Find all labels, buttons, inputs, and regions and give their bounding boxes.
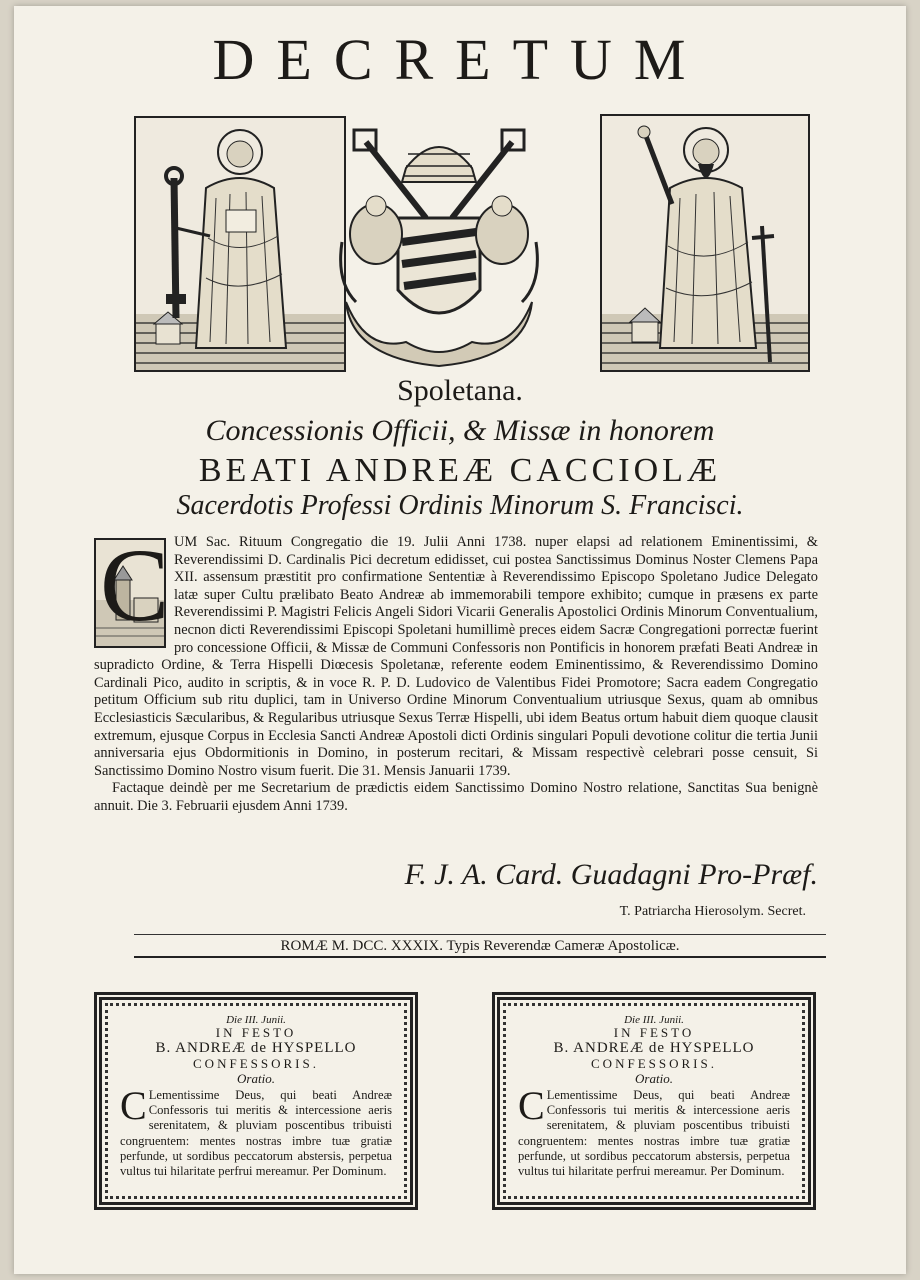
historiated-initial-icon bbox=[94, 528, 170, 648]
prayer-confessor: CONFESSORIS. bbox=[591, 1056, 717, 1071]
prayer-text bbox=[518, 1083, 790, 1179]
prayer-date: Die III. Junii. bbox=[624, 1014, 684, 1026]
beatus-name-heading: BEATI ANDREÆ CACCIOLÆ bbox=[198, 452, 722, 489]
prayer-confessor: CONFESSORIS. bbox=[193, 1056, 319, 1071]
prayer-oratio-label: Oratio. bbox=[635, 1071, 673, 1086]
saint-peter-woodcut-icon bbox=[134, 116, 346, 372]
prayer-feast: IN FESTO bbox=[613, 1025, 695, 1040]
papal-coat-of-arms-icon bbox=[336, 122, 542, 368]
decree-paragraph-1: UM Sac. Rituum Congregatio die 19. Julii Anni 1738. nuper elapsi ad relationem Eminentissimi, & Reverendissimi D. Cardinalis Pici decretum edidisset, cui postea Sanctissimus Dominus Noster Clemens Papa XII. assensum præstitit pro confirmatione Sententiæ à Reverendissimo Episcopo Spoletano Judice Delegato latæ super Cultu prælibato Beato Andreæ ab immemorabili tempore exhibito; cumque in præsens ex parte Reverendissimi P. Magistri Felicis Angeli Sidori Vicarii Generalis Apostolici Ordinis Minorum Conventualium, necnon dicti Reverendissimi Episcopi Spoletani humillimè preces eidem Sacræ Congregationi porrectæ fuerint pro concessione Officii, & Missæ de Communi Confessoris non Pontificis in honorem præfati Beati Andreæ in supradicto Ordine, & Terra Hispelli Diœcesis Spoletanæ, referente eodem Eminentissimo, & Reverendissimo Domino Cardinali Pico, audito in scriptis, & in voce R. P. D. Ludovico de Valentibus Fidei Promotore; Sacra eadem Congregatio petitum Officium sub ritu duplici, tam in Universo Ordine Minorum Conventualium utriusque Sexus, quam ab omnibus Ecclesiasticis Sæcularibus, & Regularibus utriusque Sexus Terræ Hispelli, ubi idem Beatus ortum habuit diem quoque clausit extremum, ejusque Corpus in Ecclesia Sancti Andreæ Apostoli dicti Ordinis singulari Populi devotione colitur die tertia Junii anniversaria ejus Obdormitionis in Domino, in posterum recitari, & Missam respectivè celebrari posse censuit, Si Sanctissimo Domino Nostro visum fuerit. Die 31. Mensis Januarii 1739. bbox=[94, 534, 818, 779]
decree-body bbox=[94, 528, 818, 816]
document-sheet bbox=[14, 6, 906, 1274]
prayer-box-right bbox=[492, 992, 816, 1210]
prayer-date: Die III. Junii. bbox=[226, 1014, 286, 1026]
prayer-saint: B. ANDREÆ de HYSPELLO bbox=[155, 1040, 357, 1056]
printer-imprint: ROMÆ M. DCC. XXXIX. Typis Reverendæ Cameræ Apostolicæ. bbox=[134, 934, 826, 958]
prayer-initial: C bbox=[518, 1083, 545, 1128]
prayer-saint: B. ANDREÆ de HYSPELLO bbox=[553, 1040, 755, 1056]
place-heading: Spoletana. bbox=[397, 374, 523, 407]
prayer-text bbox=[120, 1083, 392, 1179]
prayer-body: Lementissime Deus, qui beati Andreæ Confessoris tui meritis & intercessione aeris serenitatem, & pluviam poscentibus tribuisti congruentem: mentes nostras imbre tuæ gratiæ perfunde, ut sordibus peccatorum abstersis, perpetua vultus tui hilaritate perfrui mereamur. Per Dominum. bbox=[518, 1088, 790, 1179]
decree-paragraph-2: Factaque deindè per me Secretarium de prædictis eidem Sanctissimo Domino Nostro relatione, Sanctitas Sua benignè annuit. Die 3. Februarii ejusdem Anni 1739. bbox=[94, 780, 818, 814]
prayer-box-left bbox=[94, 992, 418, 1210]
prayer-feast: IN FESTO bbox=[215, 1025, 297, 1040]
prayer-oratio-label: Oratio. bbox=[237, 1071, 275, 1086]
secretary-line: T. Patriarcha Hierosolym. Secret. bbox=[619, 904, 806, 919]
concession-heading: Concessionis Officii, & Missæ in honorem bbox=[205, 414, 715, 447]
prayer-initial: C bbox=[120, 1083, 147, 1128]
cardinal-signature: F. J. A. Card. Guadagni Pro-Præf. bbox=[404, 858, 818, 891]
initial-letter: C bbox=[100, 528, 170, 643]
prayer-body: Lementissime Deus, qui beati Andreæ Confessoris tui meritis & intercessione aeris serenitatem, & pluviam poscentibus tribuisti congruentem: mentes nostras imbre tuæ gratiæ perfunde, ut sordibus peccatorum abstersis, perpetua vultus tui hilaritate perfrui mereamur. Per Dominum. bbox=[120, 1088, 392, 1179]
order-heading: Sacerdotis Professi Ordinis Minorum S. Francisci. bbox=[176, 490, 744, 521]
document-title: DECRETUM bbox=[212, 27, 708, 92]
saint-paul-woodcut-icon bbox=[600, 114, 810, 372]
